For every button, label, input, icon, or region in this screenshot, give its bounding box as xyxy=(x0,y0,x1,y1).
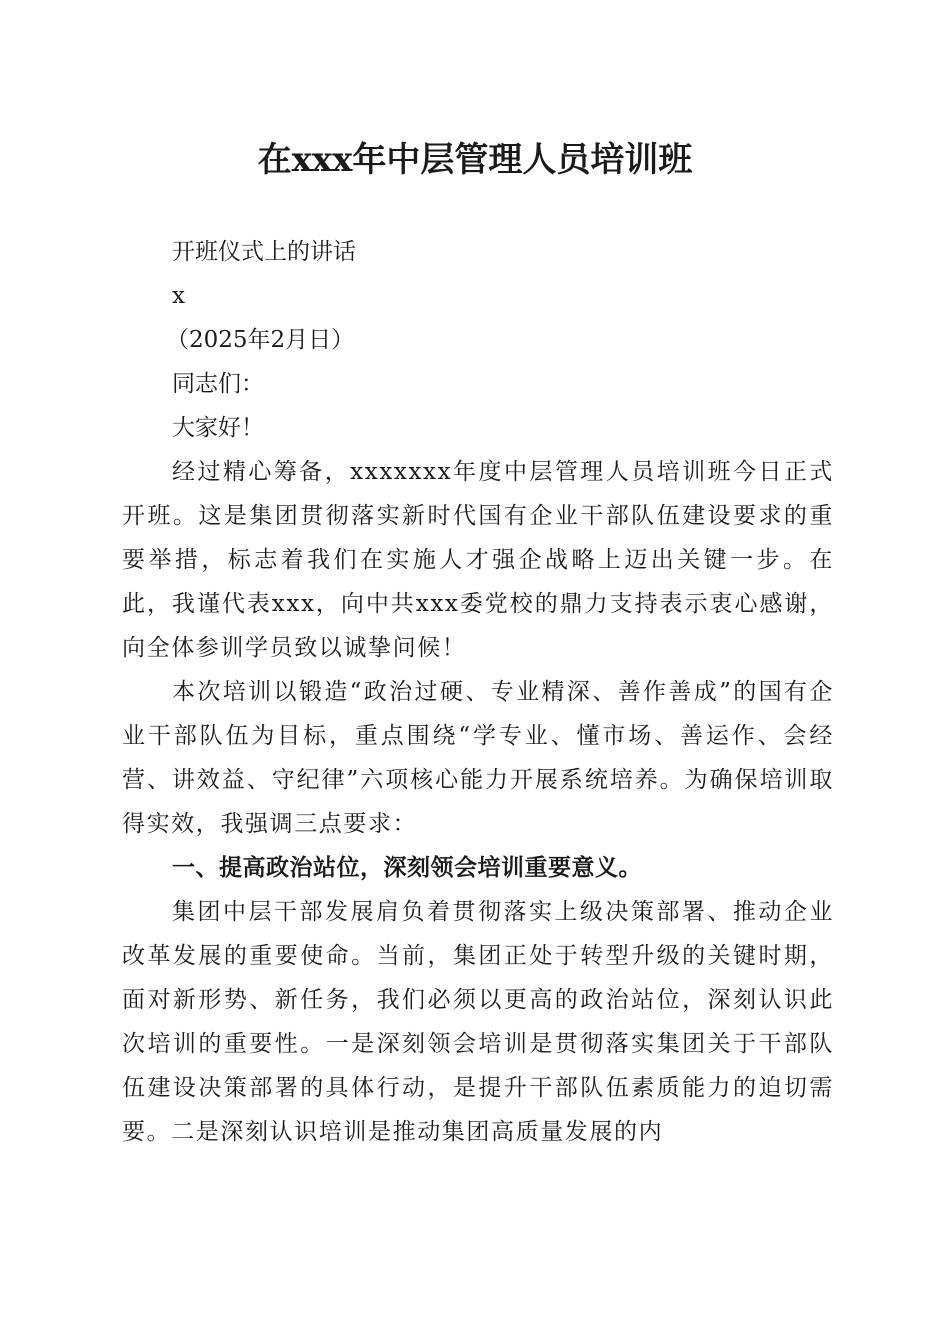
paragraph-training-goals: 本次培训以锻造“政治过硬、专业精深、善作善成”的国有企业干部队伍为目标，重点围绕“学专业、懂市场、善运作、会经营、讲效益、守纪律”六项核心能力开展系统培养。为确保培训取得实效，我强调三点要求： xyxy=(122,679,834,837)
paragraph-opening: 经过精心筹备，xxxxxxx年度中层管理人员培训班今日正式开班。这是集团贯彻落实新时代国有企业干部队伍建设要求的重要举措，标志着我们在实施人才强企战略上迈出关键一步。在此，我谨代表xxx，向中共xxx委党校的鼎力支持表示衷心感谢，向全体参训学员致以诚挚问候！ xyxy=(122,459,834,661)
greeting: 大家好！ xyxy=(172,415,264,441)
document-body xyxy=(122,230,834,1154)
salutation: 同志们： xyxy=(172,371,264,397)
speaker-name: x xyxy=(172,283,185,309)
paragraph-section-1: 集团中层干部发展肩负着贯彻落实上级决策部署、推动企业改革发展的重要使命。当前，集团正处于转型升级的关键时期，面对新形势、新任务，我们必须以更高的政治站位，深刻认识此次培训的重要性。一是深刻领会培训是贯彻落实集团关于干部队伍建设决策部署的具体行动，是提升干部队伍素质能力的迫切需要。二是深刻认识培训是推动集团高质量发展的内 xyxy=(122,899,834,1145)
document-title: 在xxx年中层管理人员培训班 xyxy=(257,140,693,180)
speech-date: （2025年2月日） xyxy=(166,327,355,353)
document-subtitle: 开班仪式上的讲话 xyxy=(172,239,356,265)
section-heading-1: 一、提高政治站位，深刻领会培训重要意义。 xyxy=(172,855,642,881)
